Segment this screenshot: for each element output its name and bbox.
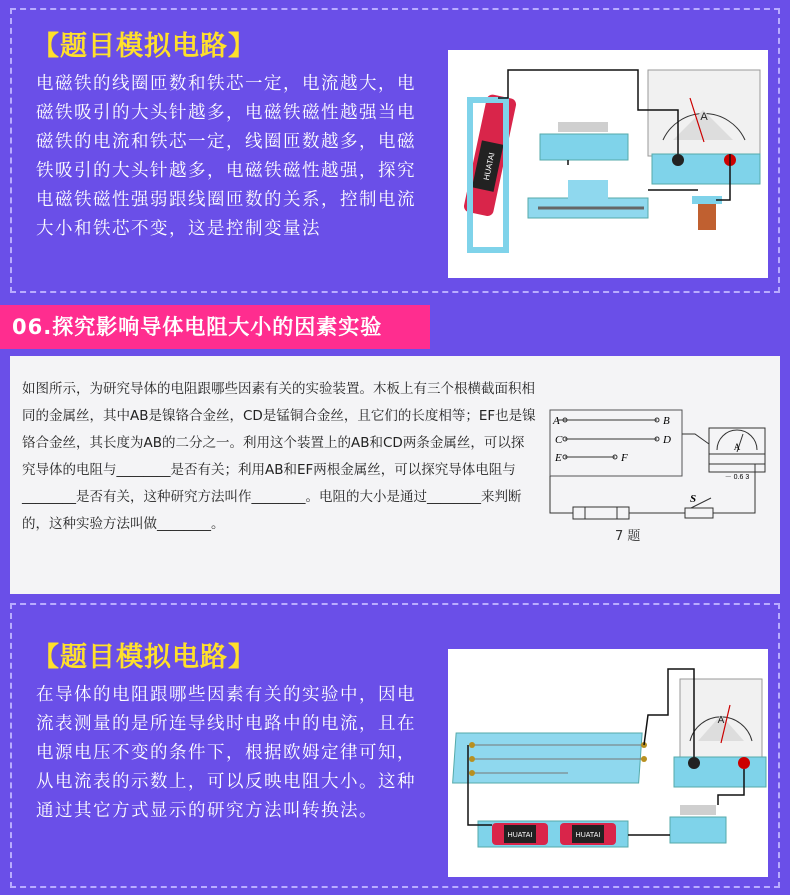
label-e: E: [555, 452, 562, 464]
panel-electromagnet: [10, 8, 780, 293]
label-c: C: [555, 434, 563, 446]
question-text: 如图所示，为研究导体的电阻跟哪些因素有关的实验装置。木板上有三个根横截面积相同的金属丝，其中AB是镍铬合金丝，CD是锰铜合金丝，且它们的长度相等；EF也是镍铬合金丝，其长度为AB的二分之一。利用这个装置上的AB和CD两条金属丝，可以探究导体的电阻与________是否有关；利用AB和EF两根金属丝，可以探究导体电阻与________是否有关，这种研究方法叫作________。电阻的大小是通过________来判断的，这种实验方法叫做________。: [22, 381, 536, 532]
panel-description: 在导体的电阻跟哪些因素有关的实验中，因电流表测量的是所连导线时电路中的电流，且在电源电压不变的条件下，根据欧姆定律可知，从电流表的示数上，可以反映电阻大小。这种通过其它方式显示的研究方法叫转换法。: [36, 685, 416, 821]
meter-letter: A: [700, 111, 708, 123]
question-box: [10, 356, 780, 594]
electromagnet-circuit-illustration: [448, 50, 768, 278]
label-s: S: [690, 493, 697, 505]
label-a: A: [553, 415, 560, 427]
section-heading: 06.探究影响导体电阻大小的因素实验: [0, 305, 430, 349]
battery-label-2: HUATAI: [575, 832, 601, 839]
panel-description: 电磁铁的线圈匝数和铁芯一定，电流越大，电磁铁吸引的大头针越多，电磁铁磁性越强当电磁铁的电流和铁芯一定，线圈匝数越多，电磁铁吸引的大头针越多，电磁铁磁性越强，探究电磁铁磁性强弱跟线圈匝数的关系，控制电流大小和铁芯不变，这是控制变量法: [36, 74, 416, 239]
battery-label-1: HUATAI: [507, 832, 533, 839]
resistance-circuit-illustration: [448, 649, 768, 877]
circuit-photo: [448, 50, 768, 278]
label-b: B: [663, 415, 670, 427]
meter-letter: A: [733, 442, 741, 452]
battery-label: HUATAI: [481, 151, 497, 182]
meter-terminals: － 0.6 3: [724, 474, 750, 481]
meter-letter: A: [717, 715, 725, 726]
panel-title: 【题目模拟电路】: [32, 642, 256, 673]
resistance-apparatus-diagram: [545, 404, 775, 554]
panel-resistance: [10, 603, 780, 888]
figure-caption: 7 题: [615, 529, 641, 544]
panel-title: 【题目模拟电路】: [32, 31, 256, 62]
question-figure: [545, 404, 775, 554]
label-f: F: [621, 452, 628, 464]
label-d: D: [663, 434, 671, 446]
circuit-photo: [448, 649, 768, 877]
